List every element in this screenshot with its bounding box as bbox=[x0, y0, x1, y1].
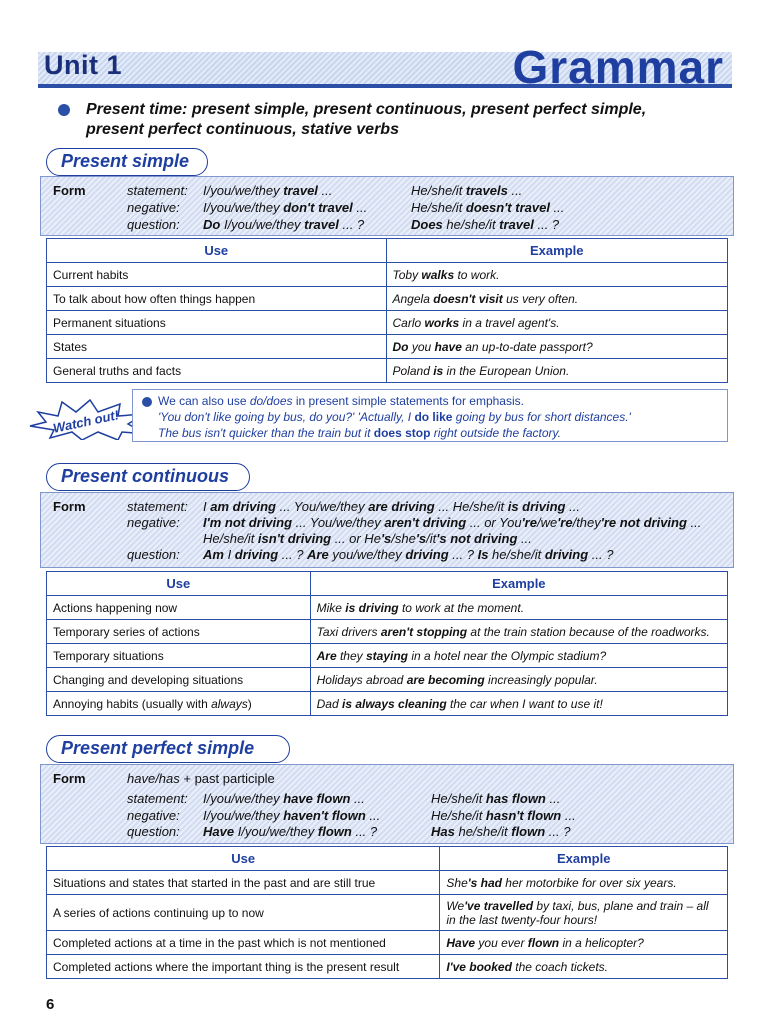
use-cell: States bbox=[47, 335, 387, 359]
question-form-2: Does he/she/it travel ... ? bbox=[411, 217, 560, 232]
example-cell: Do you have an up-to-date passport? bbox=[386, 335, 728, 359]
bullet-icon bbox=[142, 397, 152, 407]
present-continuous-table bbox=[46, 571, 728, 716]
example-cell: Holidays abroad are becoming increasingly popular. bbox=[310, 668, 727, 692]
negative-form-2: He/she/it doesn't travel ... bbox=[411, 200, 565, 215]
watch-out-badge bbox=[28, 396, 148, 440]
use-cell: A series of actions continuing up to now bbox=[47, 895, 440, 931]
use-cell: Actions happening now bbox=[47, 596, 311, 620]
statement-label: statement: bbox=[127, 183, 188, 198]
table-row bbox=[47, 287, 728, 311]
negative-label: negative: bbox=[127, 200, 180, 215]
example-column-header: Example bbox=[440, 847, 728, 871]
topic-line-1: Present time: present simple, present continuous, present perfect simple, bbox=[86, 101, 647, 118]
statement-form-2: He/she/it travels ... bbox=[411, 183, 523, 198]
use-cell: Completed actions at a time in the past which is not mentioned bbox=[47, 931, 440, 955]
present-simple-heading: Present simple bbox=[46, 148, 208, 176]
example-cell: Toby walks to work. bbox=[386, 263, 728, 287]
topic-line-2: present perfect continuous, stative verbs bbox=[86, 121, 399, 138]
present-continuous-form-box bbox=[40, 492, 734, 568]
negative-form-1: I/you/we/they haven't flown ... bbox=[203, 808, 381, 823]
statement-form-1: I/you/we/they travel ... bbox=[203, 183, 333, 198]
negative-form-2: He/she/it isn't driving ... or He's/she's/it's not driving ... bbox=[203, 531, 532, 546]
present-simple-form-box bbox=[40, 176, 734, 236]
use-cell: Temporary series of actions bbox=[47, 620, 311, 644]
question-form: Am I driving ... ? Are you/we/they driving ... ? Is he/she/it driving ... ? bbox=[203, 547, 614, 562]
table-row bbox=[47, 955, 728, 979]
table-row bbox=[47, 931, 728, 955]
watch-out-line-3: The bus isn't quicker than the train but it does stop right outside the factory. bbox=[158, 426, 561, 440]
use-column-header: Use bbox=[47, 239, 387, 263]
use-cell: Temporary situations bbox=[47, 644, 311, 668]
negative-form-1: I/you/we/they don't travel ... bbox=[203, 200, 368, 215]
table-row bbox=[47, 359, 728, 383]
negative-label: negative: bbox=[127, 515, 180, 530]
section-title: Grammar bbox=[512, 41, 724, 93]
watch-out-text: Watch out! bbox=[51, 407, 121, 436]
form-label: Form bbox=[53, 183, 86, 198]
use-cell: General truths and facts bbox=[47, 359, 387, 383]
page-number: 6 bbox=[46, 996, 55, 1013]
question-label: question: bbox=[127, 824, 180, 839]
negative-label: negative: bbox=[127, 808, 180, 823]
question-label: question: bbox=[127, 547, 180, 562]
table-row bbox=[47, 692, 728, 716]
table-row bbox=[47, 620, 728, 644]
topic-heading bbox=[58, 100, 738, 140]
present-simple-table bbox=[46, 238, 728, 383]
table-row bbox=[47, 311, 728, 335]
example-cell: Mike is driving to work at the moment. bbox=[310, 596, 727, 620]
use-cell: Completed actions where the important thing is the present result bbox=[47, 955, 440, 979]
form-rule: have/has + past participle bbox=[127, 771, 275, 786]
example-cell: Poland is in the European Union. bbox=[386, 359, 728, 383]
example-cell: Taxi drivers aren't stopping at the train station because of the roadworks. bbox=[310, 620, 727, 644]
example-cell: Dad is always cleaning the car when I want to use it! bbox=[310, 692, 727, 716]
watch-out-line-2: 'You don't like going by bus, do you?' 'Actually, I do like going by bus for short distances.' bbox=[158, 410, 631, 424]
bullet-icon bbox=[58, 104, 70, 116]
question-form-2: Has he/she/it flown ... ? bbox=[431, 824, 571, 839]
table-row bbox=[47, 871, 728, 895]
use-cell: Permanent situations bbox=[47, 311, 387, 335]
question-label: question: bbox=[127, 217, 180, 232]
use-cell: Current habits bbox=[47, 263, 387, 287]
present-perfect-table bbox=[46, 846, 728, 979]
question-form-1: Have I/you/we/they flown ... ? bbox=[203, 824, 378, 839]
negative-form-1: I'm not driving ... You/we/they aren't driving ... or You're/we're/they're not driving ... bbox=[203, 515, 702, 530]
statement-label: statement: bbox=[127, 499, 188, 514]
example-cell: Carlo works in a travel agent's. bbox=[386, 311, 728, 335]
table-row bbox=[47, 596, 728, 620]
table-row bbox=[47, 335, 728, 359]
example-cell: Angela doesn't visit us very often. bbox=[386, 287, 728, 311]
table-row bbox=[47, 263, 728, 287]
present-continuous-heading: Present continuous bbox=[46, 463, 250, 491]
example-cell: Are they staying in a hotel near the Olympic stadium? bbox=[310, 644, 727, 668]
use-cell: Annoying habits (usually with always) bbox=[47, 692, 311, 716]
table-row bbox=[47, 644, 728, 668]
example-cell: I've booked the coach tickets. bbox=[440, 955, 728, 979]
table-row bbox=[47, 895, 728, 931]
statement-form-2: He/she/it has flown ... bbox=[431, 791, 561, 806]
statement-label: statement: bbox=[127, 791, 188, 806]
use-column-header: Use bbox=[47, 572, 311, 596]
form-label: Form bbox=[53, 499, 86, 514]
use-column-header: Use bbox=[47, 847, 440, 871]
use-cell: To talk about how often things happen bbox=[47, 287, 387, 311]
statement-form: I am driving ... You/we/they are driving ... He/she/it is driving ... bbox=[203, 499, 580, 514]
watch-out-line-1: We can also use do/does in present simple statements for emphasis. bbox=[158, 394, 524, 408]
example-cell: We've travelled by taxi, bus, plane and train – all in the last twenty-four hours! bbox=[440, 895, 728, 931]
statement-form-1: I/you/we/they have flown ... bbox=[203, 791, 365, 806]
watch-out-notes bbox=[158, 393, 631, 441]
example-cell: She's had her motorbike for over six years. bbox=[440, 871, 728, 895]
present-perfect-form-box bbox=[40, 764, 734, 844]
example-column-header: Example bbox=[386, 239, 728, 263]
negative-form-2: He/she/it hasn't flown ... bbox=[431, 808, 576, 823]
form-label: Form bbox=[53, 771, 86, 786]
question-form-1: Do I/you/we/they travel ... ? bbox=[203, 217, 365, 232]
example-cell: Have you ever flown in a helicopter? bbox=[440, 931, 728, 955]
use-cell: Situations and states that started in the past and are still true bbox=[47, 871, 440, 895]
present-perfect-simple-heading: Present perfect simple bbox=[46, 735, 290, 763]
unit-header bbox=[38, 41, 732, 93]
table-row bbox=[47, 668, 728, 692]
unit-label: Unit 1 bbox=[44, 50, 123, 80]
use-cell: Changing and developing situations bbox=[47, 668, 311, 692]
example-column-header: Example bbox=[310, 572, 727, 596]
